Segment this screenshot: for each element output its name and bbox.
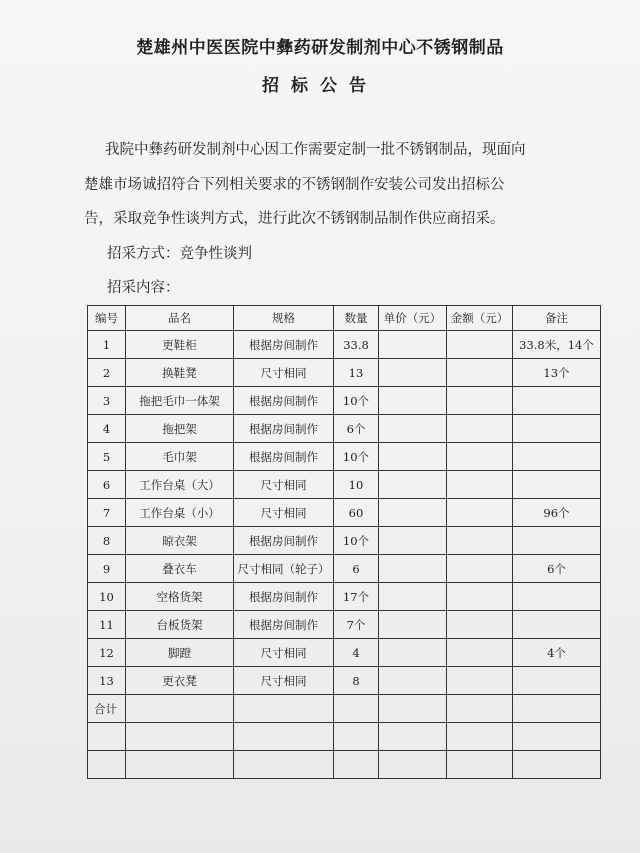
table-cell <box>334 695 379 723</box>
table-cell: 尺寸相同 <box>234 667 334 695</box>
table-row <box>88 415 601 443</box>
table-cell: 2 <box>88 359 126 387</box>
table-cell: 10个 <box>334 387 379 415</box>
table-cell: 60 <box>334 499 379 527</box>
table-cell <box>513 527 601 555</box>
table-cell: 叠衣车 <box>126 555 234 583</box>
column-header: 备注 <box>513 306 601 331</box>
table-cell: 6 <box>334 555 379 583</box>
table-cell <box>447 443 513 471</box>
table-cell <box>126 695 234 723</box>
table-cell <box>447 499 513 527</box>
table-cell <box>379 443 447 471</box>
table-cell: 根据房间制作 <box>234 331 334 359</box>
table-cell: 8 <box>88 527 126 555</box>
table-cell: 33.8米，14个 <box>513 331 601 359</box>
table-cell <box>447 667 513 695</box>
document-subtitle: 招标公告 <box>262 76 378 96</box>
table-cell <box>234 751 334 779</box>
table-cell: 脚蹬 <box>126 639 234 667</box>
table-cell <box>379 751 447 779</box>
table-cell <box>447 415 513 443</box>
table-cell: 1 <box>88 331 126 359</box>
table-cell <box>379 695 447 723</box>
table-cell <box>513 751 601 779</box>
table-cell: 尺寸相同 <box>234 639 334 667</box>
table-cell <box>379 667 447 695</box>
paragraph-line-1: 我院中彝药研发制剂中心因工作需要定制一批不锈钢制品，现面向 <box>105 142 526 158</box>
paragraph-line-3: 告，采取竞争性谈判方式，进行此次不锈钢制品制作供应商招采。 <box>84 211 505 227</box>
table-cell: 10 <box>88 583 126 611</box>
table-cell <box>379 555 447 583</box>
table-cell: 毛巾架 <box>126 443 234 471</box>
table-cell <box>234 723 334 751</box>
table-cell: 13 <box>88 667 126 695</box>
table-row <box>88 583 601 611</box>
table-cell: 台板货架 <box>126 611 234 639</box>
column-header: 规格 <box>234 306 334 331</box>
table-cell: 12 <box>88 639 126 667</box>
table-row <box>88 667 601 695</box>
table-cell <box>379 527 447 555</box>
table-row <box>88 555 601 583</box>
table-cell: 17个 <box>334 583 379 611</box>
table-row <box>88 695 601 723</box>
table-row <box>88 639 601 667</box>
column-header: 单价（元） <box>379 306 447 331</box>
table-cell: 根据房间制作 <box>234 415 334 443</box>
table-cell: 4 <box>334 639 379 667</box>
table-row <box>88 359 601 387</box>
table-cell: 晾衣架 <box>126 527 234 555</box>
table-cell <box>513 387 601 415</box>
table-cell <box>379 359 447 387</box>
table-row <box>88 611 601 639</box>
table-cell: 尺寸相同 <box>234 471 334 499</box>
table-cell: 根据房间制作 <box>234 611 334 639</box>
procurement-table <box>87 305 601 779</box>
table-cell: 3 <box>88 387 126 415</box>
table-row <box>88 443 601 471</box>
table-cell <box>447 639 513 667</box>
table-cell <box>88 723 126 751</box>
table-row <box>88 499 601 527</box>
table-cell <box>447 695 513 723</box>
table-cell: 96个 <box>513 499 601 527</box>
table-cell <box>126 723 234 751</box>
table-cell: 6 <box>88 471 126 499</box>
table-cell: 13个 <box>513 359 601 387</box>
table-cell: 11 <box>88 611 126 639</box>
table-cell: 4个 <box>513 639 601 667</box>
column-header: 品名 <box>126 306 234 331</box>
table-cell <box>379 331 447 359</box>
table-cell <box>379 583 447 611</box>
table-cell <box>447 723 513 751</box>
table-cell <box>513 583 601 611</box>
table-cell <box>334 751 379 779</box>
table-cell <box>334 723 379 751</box>
table-cell <box>513 471 601 499</box>
table-cell <box>513 723 601 751</box>
table-cell <box>447 583 513 611</box>
column-header: 金额（元） <box>447 306 513 331</box>
procurement-content-label: 招采内容： <box>107 280 180 296</box>
table-cell <box>513 443 601 471</box>
table-cell <box>513 611 601 639</box>
table-cell: 10 <box>334 471 379 499</box>
table-cell: 尺寸相同 <box>234 359 334 387</box>
paragraph-line-2: 楚雄市场诚招符合下列相关要求的不锈钢制作安装公司发出招标公 <box>84 177 505 193</box>
table-cell: 拖把架 <box>126 415 234 443</box>
table-cell: 更鞋柜 <box>126 331 234 359</box>
table-cell <box>447 555 513 583</box>
table-cell: 8 <box>334 667 379 695</box>
table-cell: 换鞋凳 <box>126 359 234 387</box>
table-cell: 5 <box>88 443 126 471</box>
table-cell <box>513 667 601 695</box>
table-cell: 根据房间制作 <box>234 527 334 555</box>
table-cell <box>447 751 513 779</box>
table-cell <box>447 527 513 555</box>
table-cell: 7 <box>88 499 126 527</box>
table-cell: 13 <box>334 359 379 387</box>
table-cell: 33.8 <box>334 331 379 359</box>
table-row <box>88 331 601 359</box>
table-cell <box>447 359 513 387</box>
table-cell: 根据房间制作 <box>234 443 334 471</box>
table-cell: 7个 <box>334 611 379 639</box>
table-row <box>88 527 601 555</box>
table-cell <box>379 415 447 443</box>
table-cell <box>379 471 447 499</box>
table-cell: 更衣凳 <box>126 667 234 695</box>
table-row <box>88 471 601 499</box>
column-header: 编号 <box>88 306 126 331</box>
table-cell <box>447 611 513 639</box>
table-cell <box>447 331 513 359</box>
table-cell <box>513 695 601 723</box>
table-cell <box>379 499 447 527</box>
table-cell: 工作台桌（大） <box>126 471 234 499</box>
procurement-method: 招采方式：竞争性谈判 <box>107 246 252 262</box>
table-cell: 空格货架 <box>126 583 234 611</box>
table-cell <box>513 415 601 443</box>
table-cell <box>88 751 126 779</box>
table-cell: 10个 <box>334 527 379 555</box>
table-cell <box>126 751 234 779</box>
document-title: 楚雄州中医医院中彝药研发制剂中心不锈钢制品 <box>136 38 504 58</box>
table-cell: 合计 <box>88 695 126 723</box>
table-cell <box>379 639 447 667</box>
table-cell <box>379 611 447 639</box>
table-cell <box>379 723 447 751</box>
table-cell: 4 <box>88 415 126 443</box>
table-cell: 工作台桌（小） <box>126 499 234 527</box>
table-cell: 拖把毛巾一体架 <box>126 387 234 415</box>
table-cell: 尺寸相同 <box>234 499 334 527</box>
table-cell <box>379 387 447 415</box>
table-cell: 6个 <box>513 555 601 583</box>
table-cell: 10个 <box>334 443 379 471</box>
table-cell: 根据房间制作 <box>234 387 334 415</box>
table-cell: 根据房间制作 <box>234 583 334 611</box>
table-cell <box>447 387 513 415</box>
table-cell <box>447 471 513 499</box>
table-cell: 9 <box>88 555 126 583</box>
table-row <box>88 387 601 415</box>
table-cell <box>234 695 334 723</box>
table-row <box>88 723 601 751</box>
table-row <box>88 751 601 779</box>
column-header: 数量 <box>334 306 379 331</box>
table-cell: 6个 <box>334 415 379 443</box>
table-header-row <box>88 306 601 331</box>
table-cell: 尺寸相同（轮子） <box>234 555 334 583</box>
